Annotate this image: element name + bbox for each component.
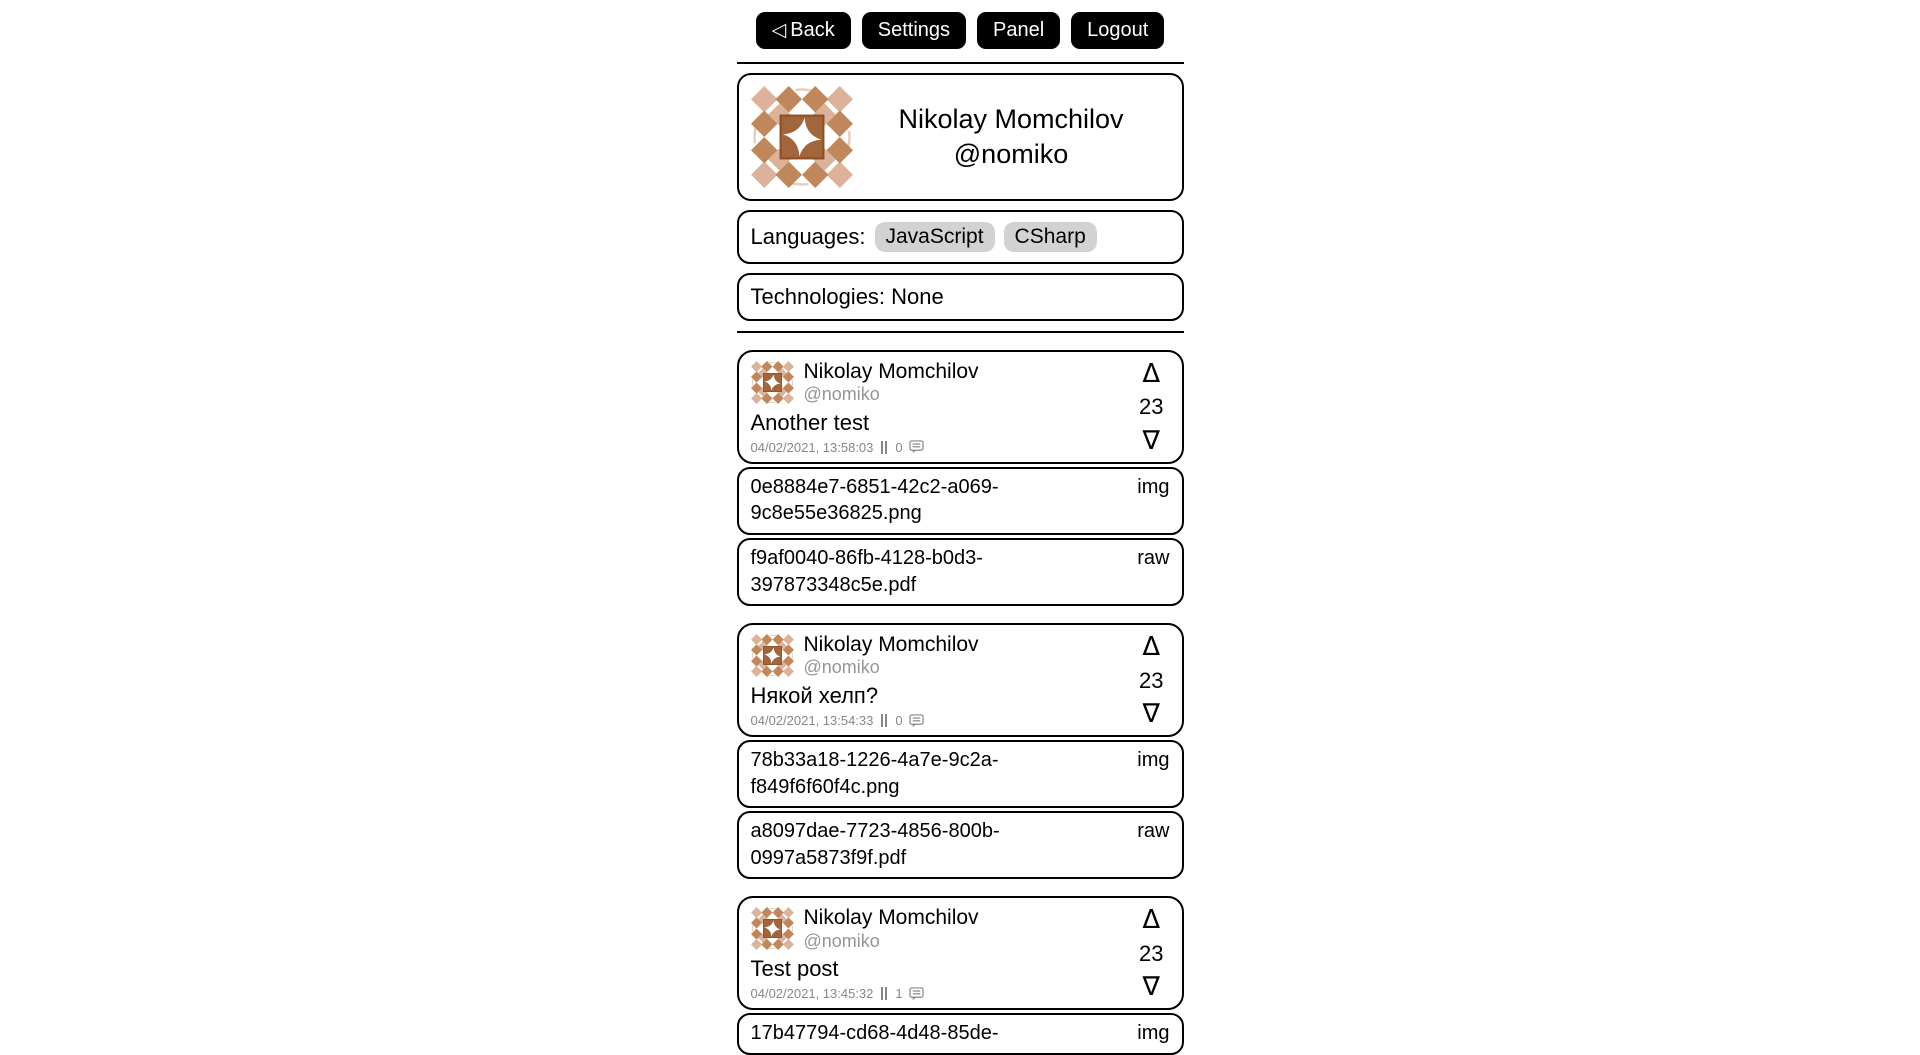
upvote-button[interactable]: Δ <box>1142 905 1161 936</box>
attachment-filename: a8097dae-7723-4856-800b-0997a5873f9f.pdf <box>750 820 1000 869</box>
downvote-button[interactable]: ∇ <box>1142 699 1160 730</box>
vote-controls <box>1133 360 1171 455</box>
posts-divider <box>737 331 1184 333</box>
post-header <box>751 906 1134 951</box>
post-title: Някой хелп? <box>750 683 879 709</box>
comment-count: 0 <box>895 713 903 729</box>
technologies-label: Technologies: None <box>750 284 944 309</box>
vote-controls <box>1133 633 1171 728</box>
attachment-row[interactable] <box>737 1013 1184 1055</box>
attachment-type-label: img <box>1137 475 1170 498</box>
back-arrow-icon: ◁ <box>771 19 787 41</box>
post-meta <box>751 440 1134 455</box>
downvote-button[interactable]: ∇ <box>1142 425 1160 456</box>
profile-page <box>737 0 1184 1055</box>
vote-controls <box>1133 906 1171 1001</box>
post <box>737 896 1184 1054</box>
comment-icon <box>909 987 924 1001</box>
post-author-handle: @nomiko <box>803 384 880 405</box>
post-timestamp: 04/02/2021, 13:45:32 <box>750 986 874 1002</box>
top-divider <box>737 62 1184 64</box>
post <box>737 623 1184 879</box>
post-main <box>751 633 1134 728</box>
vote-count: 23 <box>1139 667 1164 693</box>
technologies-card <box>737 273 1184 321</box>
languages-card <box>737 210 1184 264</box>
post-timestamp: 04/02/2021, 13:58:03 <box>750 439 874 455</box>
attachment-row[interactable] <box>737 538 1184 606</box>
downvote-button[interactable]: ∇ <box>1142 972 1160 1003</box>
attachment-filename: 78b33a18-1226-4a7e-9c2a-f849f6f60f4c.png <box>750 749 999 798</box>
back-label: Back <box>790 19 835 41</box>
languages-label: Languages: <box>750 224 866 249</box>
post <box>737 350 1184 606</box>
vote-count: 23 <box>1139 394 1164 420</box>
vote-count: 23 <box>1139 940 1164 966</box>
separator-bars-icon <box>881 714 887 727</box>
post-title: Test post <box>750 956 839 982</box>
attachment-row[interactable] <box>737 467 1184 535</box>
post-meta <box>751 713 1134 728</box>
attachment-row[interactable] <box>737 811 1184 879</box>
post-author-handle: @nomiko <box>803 657 880 678</box>
profile-names <box>853 102 1170 172</box>
panel-button[interactable]: Panel <box>977 12 1060 49</box>
attachment-filename: 0e8884e7-6851-42c2-a069-9c8e55e36825.png <box>750 475 999 525</box>
post-author-name: Nikolay Momchilov <box>803 360 979 383</box>
comment-count: 1 <box>895 986 903 1002</box>
post-main <box>751 906 1134 1001</box>
post-card[interactable] <box>737 350 1184 464</box>
upvote-button[interactable]: Δ <box>1142 632 1161 663</box>
upvote-button[interactable]: Δ <box>1142 359 1161 389</box>
post-card[interactable] <box>737 623 1184 737</box>
separator-bars-icon <box>881 987 887 1000</box>
post-meta <box>751 986 1134 1001</box>
attachment-filename: 17b47794-cd68-4d48-85de- <box>750 1022 999 1045</box>
post-main <box>751 360 1134 455</box>
top-nav <box>737 12 1184 49</box>
language-tag: JavaScript <box>875 222 995 252</box>
attachment-type-label: img <box>1137 1022 1170 1045</box>
comment-icon <box>909 714 924 728</box>
comment-count: 0 <box>895 439 903 455</box>
separator-bars-icon <box>881 441 887 454</box>
post-avatar <box>751 634 794 677</box>
settings-button[interactable]: Settings <box>862 12 966 49</box>
language-tag: CSharp <box>1004 222 1097 252</box>
post-author-block <box>804 360 979 405</box>
profile-handle: @nomiko <box>953 139 1069 169</box>
logout-button[interactable]: Logout <box>1071 12 1164 49</box>
post-card[interactable] <box>737 896 1184 1010</box>
post-header <box>751 633 1134 678</box>
attachment-type-label: raw <box>1137 547 1170 570</box>
attachment-filename: f9af0040-86fb-4128-b0d3-397873348c5e.pdf <box>750 547 983 596</box>
attachment-type-label: img <box>1137 749 1170 772</box>
attachment-row[interactable] <box>737 740 1184 808</box>
attachment-type-label: raw <box>1137 820 1170 843</box>
back-button[interactable] <box>756 12 851 49</box>
post-avatar <box>751 907 794 950</box>
post-timestamp: 04/02/2021, 13:54:33 <box>750 713 874 729</box>
profile-card <box>737 73 1184 201</box>
profile-avatar <box>751 86 853 188</box>
comment-icon <box>909 440 924 454</box>
posts-list <box>737 350 1184 1055</box>
post-author-handle: @nomiko <box>803 930 880 951</box>
profile-name: Nikolay Momchilov <box>898 103 1124 134</box>
post-author-block <box>804 906 979 951</box>
post-header <box>751 360 1134 405</box>
post-title: Another test <box>750 409 870 435</box>
post-author-name: Nikolay Momchilov <box>803 633 979 657</box>
post-author-block <box>804 633 979 678</box>
post-author-name: Nikolay Momchilov <box>803 906 979 930</box>
post-avatar <box>751 361 794 404</box>
